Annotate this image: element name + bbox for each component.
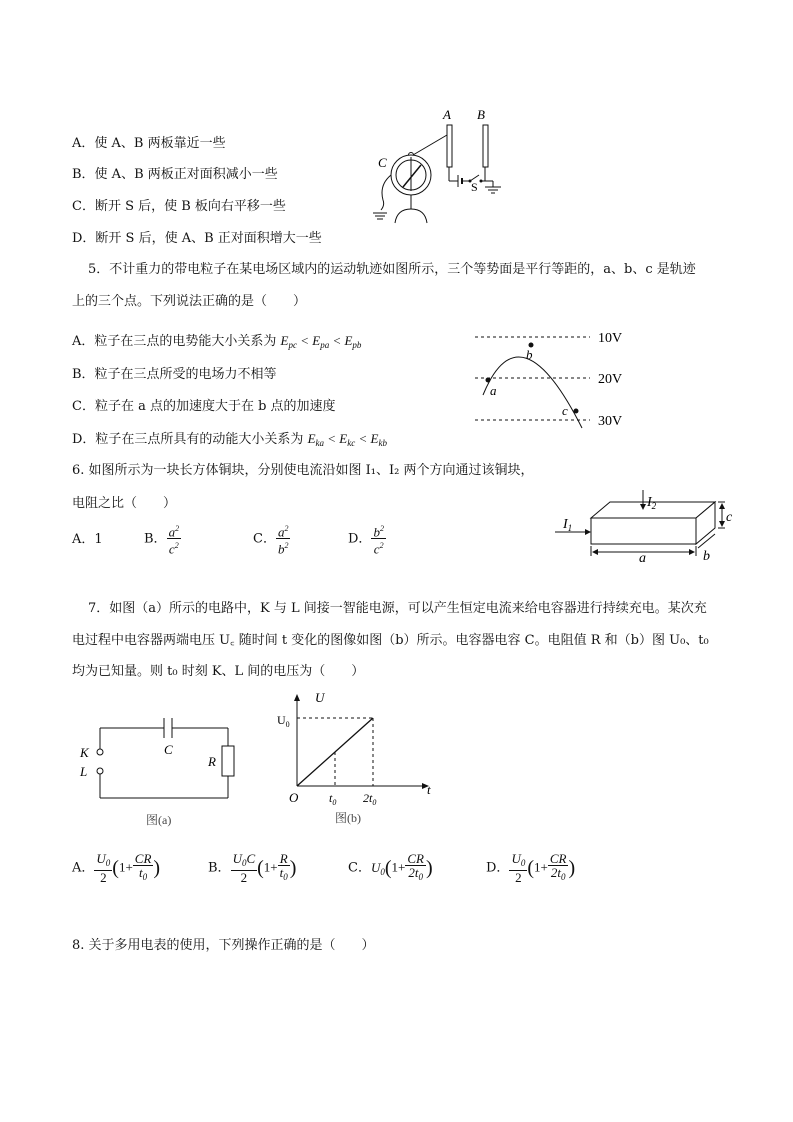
plate-a-label: A bbox=[443, 107, 451, 122]
q7-stem-line3: 均为已知量。则 t₀ 时刻 K、L 间的电压为（ ） bbox=[72, 664, 365, 679]
current-i1-label: $I_1$ bbox=[563, 517, 573, 533]
q7-stem-line2: 电过程中电容器两端电压 U꜀ 随时间 t 变化的图像如图（b）所示。电容器电容 C。电阻值 R 和（b）图 U₀、t₀ bbox=[72, 633, 709, 648]
current-i2-label: $I_2$ bbox=[647, 495, 657, 511]
q5-stem-line2: 上的三个点。下列说法正确的是（ ） bbox=[72, 294, 307, 309]
point-c-label: c bbox=[562, 403, 568, 418]
q6-option-c-label: C． bbox=[253, 531, 276, 547]
graph-x-axis-label: t bbox=[427, 782, 431, 797]
q5-option-c: C．粒子在 a 点的加速度大于在 b 点的加速度 bbox=[72, 399, 336, 414]
plate-b-label: B bbox=[477, 107, 485, 122]
equipotential-30v: 30V bbox=[598, 414, 623, 429]
graph-2t0-label: $2t_0$ bbox=[363, 791, 377, 807]
q4-option-c: C．断开 S 后，使 B 板向右平移一些 bbox=[72, 199, 286, 214]
resistor-r-label: R bbox=[208, 754, 216, 769]
q8-stem: 8. 关于多用电表的使用，下列操作正确的是（ ） bbox=[72, 938, 375, 953]
dimension-a-label: a bbox=[639, 551, 646, 566]
capacitor-c-label: C bbox=[164, 742, 173, 757]
figure-b-caption: 图(b) bbox=[335, 811, 361, 825]
q5-stem-line1: 5．不计重力的带电粒子在某电场区域内的运动轨迹如图所示，三个等势面是平行等距的，a、b、c 是轨迹 bbox=[88, 262, 696, 277]
q7-option-b-label: B． bbox=[208, 860, 231, 876]
q7-option-c-label: C． bbox=[348, 860, 371, 876]
q5-option-d-text: D．粒子在三点所具有的动能大小关系为 bbox=[72, 432, 308, 447]
figure-a-caption: 图(a) bbox=[146, 813, 172, 827]
q6-option-b-label: B． bbox=[144, 531, 167, 547]
equipotential-10v: 10V bbox=[598, 331, 623, 346]
copper-block-figure bbox=[555, 490, 745, 570]
electroscope-c-label: C bbox=[378, 155, 387, 170]
circuit-figure-a bbox=[78, 712, 243, 830]
q7-option-c: C．$U_0(1+$ $\frac{CR}{2t_0}$ ) bbox=[348, 851, 433, 882]
q5-option-b: B．粒子在三点所受的电场力不相等 bbox=[72, 367, 277, 382]
q5-option-a-text: A．粒子在三点的电势能大小关系为 bbox=[72, 334, 281, 349]
q6-option-a: A．1 bbox=[72, 532, 103, 547]
q6-stem-line2: 电阻之比（ ） bbox=[72, 496, 177, 511]
dimension-b-label: b bbox=[703, 549, 710, 564]
q4-option-d: D．断开 S 后，使 A、B 正对面积增大一些 bbox=[72, 231, 322, 246]
q4-option-b: B．使 A、B 两板正对面积减小一些 bbox=[72, 167, 278, 182]
electroscope-figure bbox=[365, 105, 515, 225]
q7-option-d-label: D． bbox=[486, 860, 510, 876]
dimension-c-label: c bbox=[726, 510, 733, 525]
graph-u0-label: $U_0$ bbox=[277, 713, 290, 729]
q4-option-a: A．使 A、B 两板靠近一些 bbox=[72, 136, 226, 151]
q7-option-a-label: A． bbox=[72, 860, 95, 876]
point-a-label: a bbox=[490, 383, 497, 398]
q5-option-a: A．粒子在三点的电势能大小关系为 $E_{pc} < E_{pa} < E_{pb}$ bbox=[72, 333, 362, 350]
q7-option-a: A． $\frac{U_0}{2}$ (1+ $\frac{CR}{t_0}$ ) bbox=[72, 851, 161, 885]
terminal-k-label: K bbox=[80, 745, 89, 760]
voltage-time-graph-b bbox=[275, 690, 445, 830]
point-b-label: b bbox=[526, 347, 533, 362]
q7-stem-line1: 7．如图（a）所示的电路中，K 与 L 间接一智能电源，可以产生恒定电流来给电容器进行持续充电。某次充 bbox=[88, 601, 707, 616]
q6-option-c: C． $\frac{a^2}{b^2}$ bbox=[253, 524, 289, 557]
q6-stem-line1: 6. 如图所示为一块长方体铜块，分别使电流沿如图 I₁、I₂ 两个方向通过该铜块， bbox=[72, 463, 534, 478]
graph-y-axis-label: U bbox=[315, 690, 325, 705]
q7-option-b: B． $\frac{U_0C}{2}$ (1+ $\frac{R}{t_0}$ ) bbox=[208, 851, 297, 885]
q6-option-d-label: D． bbox=[348, 531, 372, 547]
switch-s-label: S bbox=[471, 180, 478, 194]
equipotential-20v: 20V bbox=[598, 372, 623, 387]
q5-option-d: D．粒子在三点所具有的动能大小关系为 $E_{ka} < E_{kc} < E_{kb}$ bbox=[72, 431, 387, 448]
terminal-l-label: L bbox=[80, 764, 88, 779]
q6-option-d: D． $\frac{b^2}{c^2}$ bbox=[348, 524, 384, 557]
q7-option-d: D． $\frac{U_0}{2}$ (1+ $\frac{CR}{2t_0}$ ) bbox=[486, 851, 576, 885]
q6-option-b: B． $\frac{a^2}{c^2}$ bbox=[144, 524, 180, 557]
trajectory-figure bbox=[475, 325, 635, 435]
graph-origin-label: O bbox=[289, 790, 299, 805]
graph-t0-label: $t_0$ bbox=[329, 791, 337, 807]
